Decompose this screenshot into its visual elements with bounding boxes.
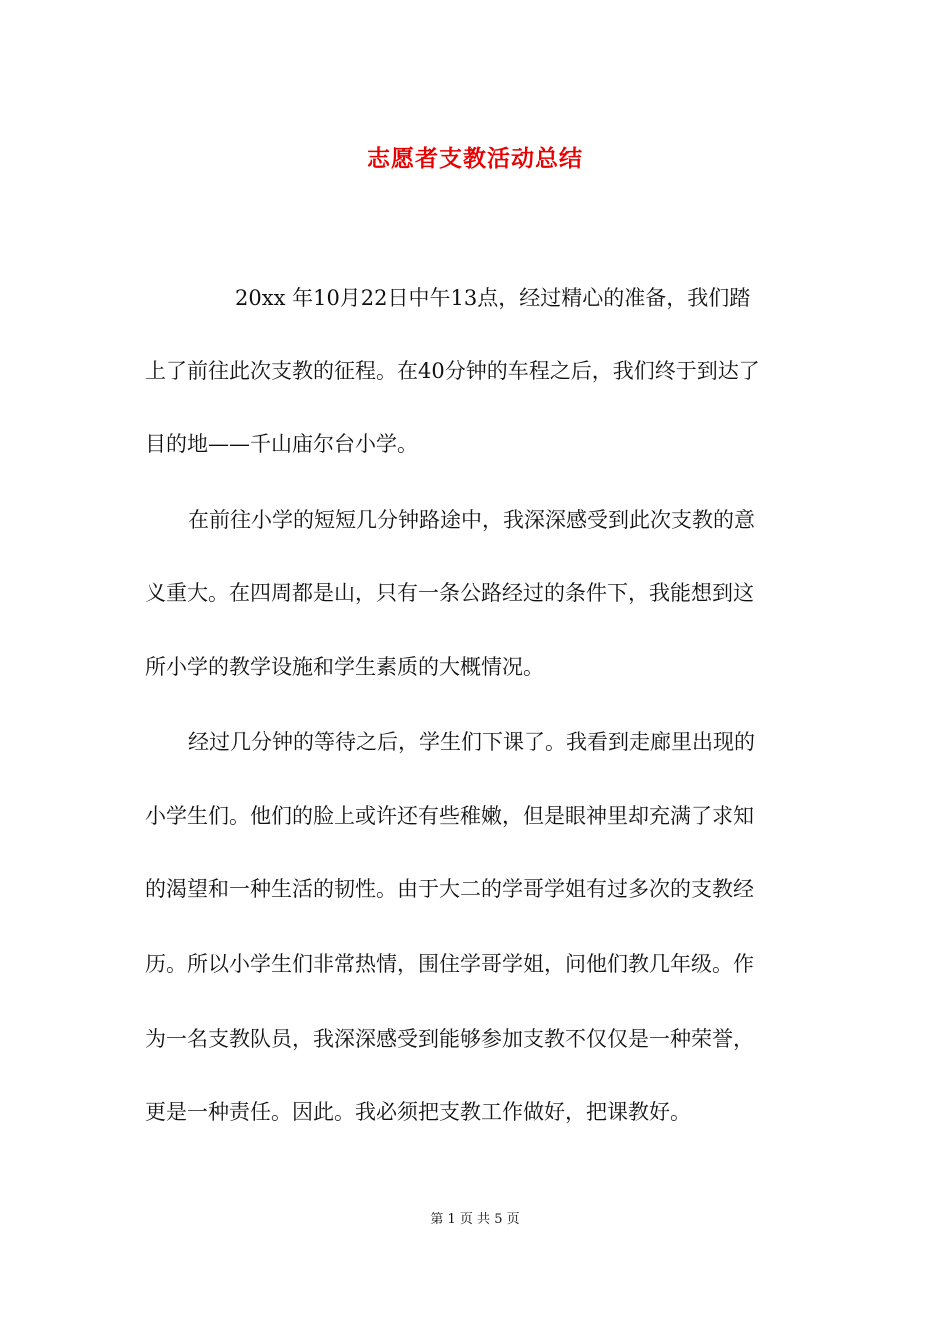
paragraph-line: 义重大。在四周都是山，只有一条公路经过的条件下，我能想到这	[145, 581, 754, 605]
paragraph-line: 上了前往此次支教的征程。在40分钟的车程之后，我们终于到达了	[145, 359, 760, 383]
paragraph-line: 20xx 年10月22日中午13点，经过精心的准备，我们踏	[235, 286, 751, 310]
paragraph-line: 历。所以小学生们非常热情，围住学哥学姐，问他们教几年级。作	[145, 952, 754, 976]
paragraph-line: 小学生们。他们的脸上或许还有些稚嫩，但是眼神里却充满了求知	[145, 804, 754, 828]
paragraph-line: 目的地——千山庙尔台小学。	[145, 432, 418, 456]
paragraph-line: 所小学的教学设施和学生素质的大概情况。	[145, 655, 544, 679]
paragraph-line: 在前往小学的短短几分钟路途中，我深深感受到此次支教的意	[188, 508, 755, 532]
paragraph-line: 经过几分钟的等待之后，学生们下课了。我看到走廊里出现的	[188, 730, 755, 754]
document-title: 志愿者支教活动总结	[367, 145, 583, 172]
paragraph-line: 更是一种责任。因此。我必须把支教工作做好，把课教好。	[145, 1100, 691, 1124]
paragraph-line: 的渴望和一种生活的韧性。由于大二的学哥学姐有过多次的支教经	[145, 877, 754, 901]
paragraph-line: 为一名支教队员，我深深感受到能够参加支教不仅仅是一种荣誉，	[145, 1027, 754, 1051]
page-number-footer: 第 1 页 共 5 页	[430, 1212, 520, 1227]
